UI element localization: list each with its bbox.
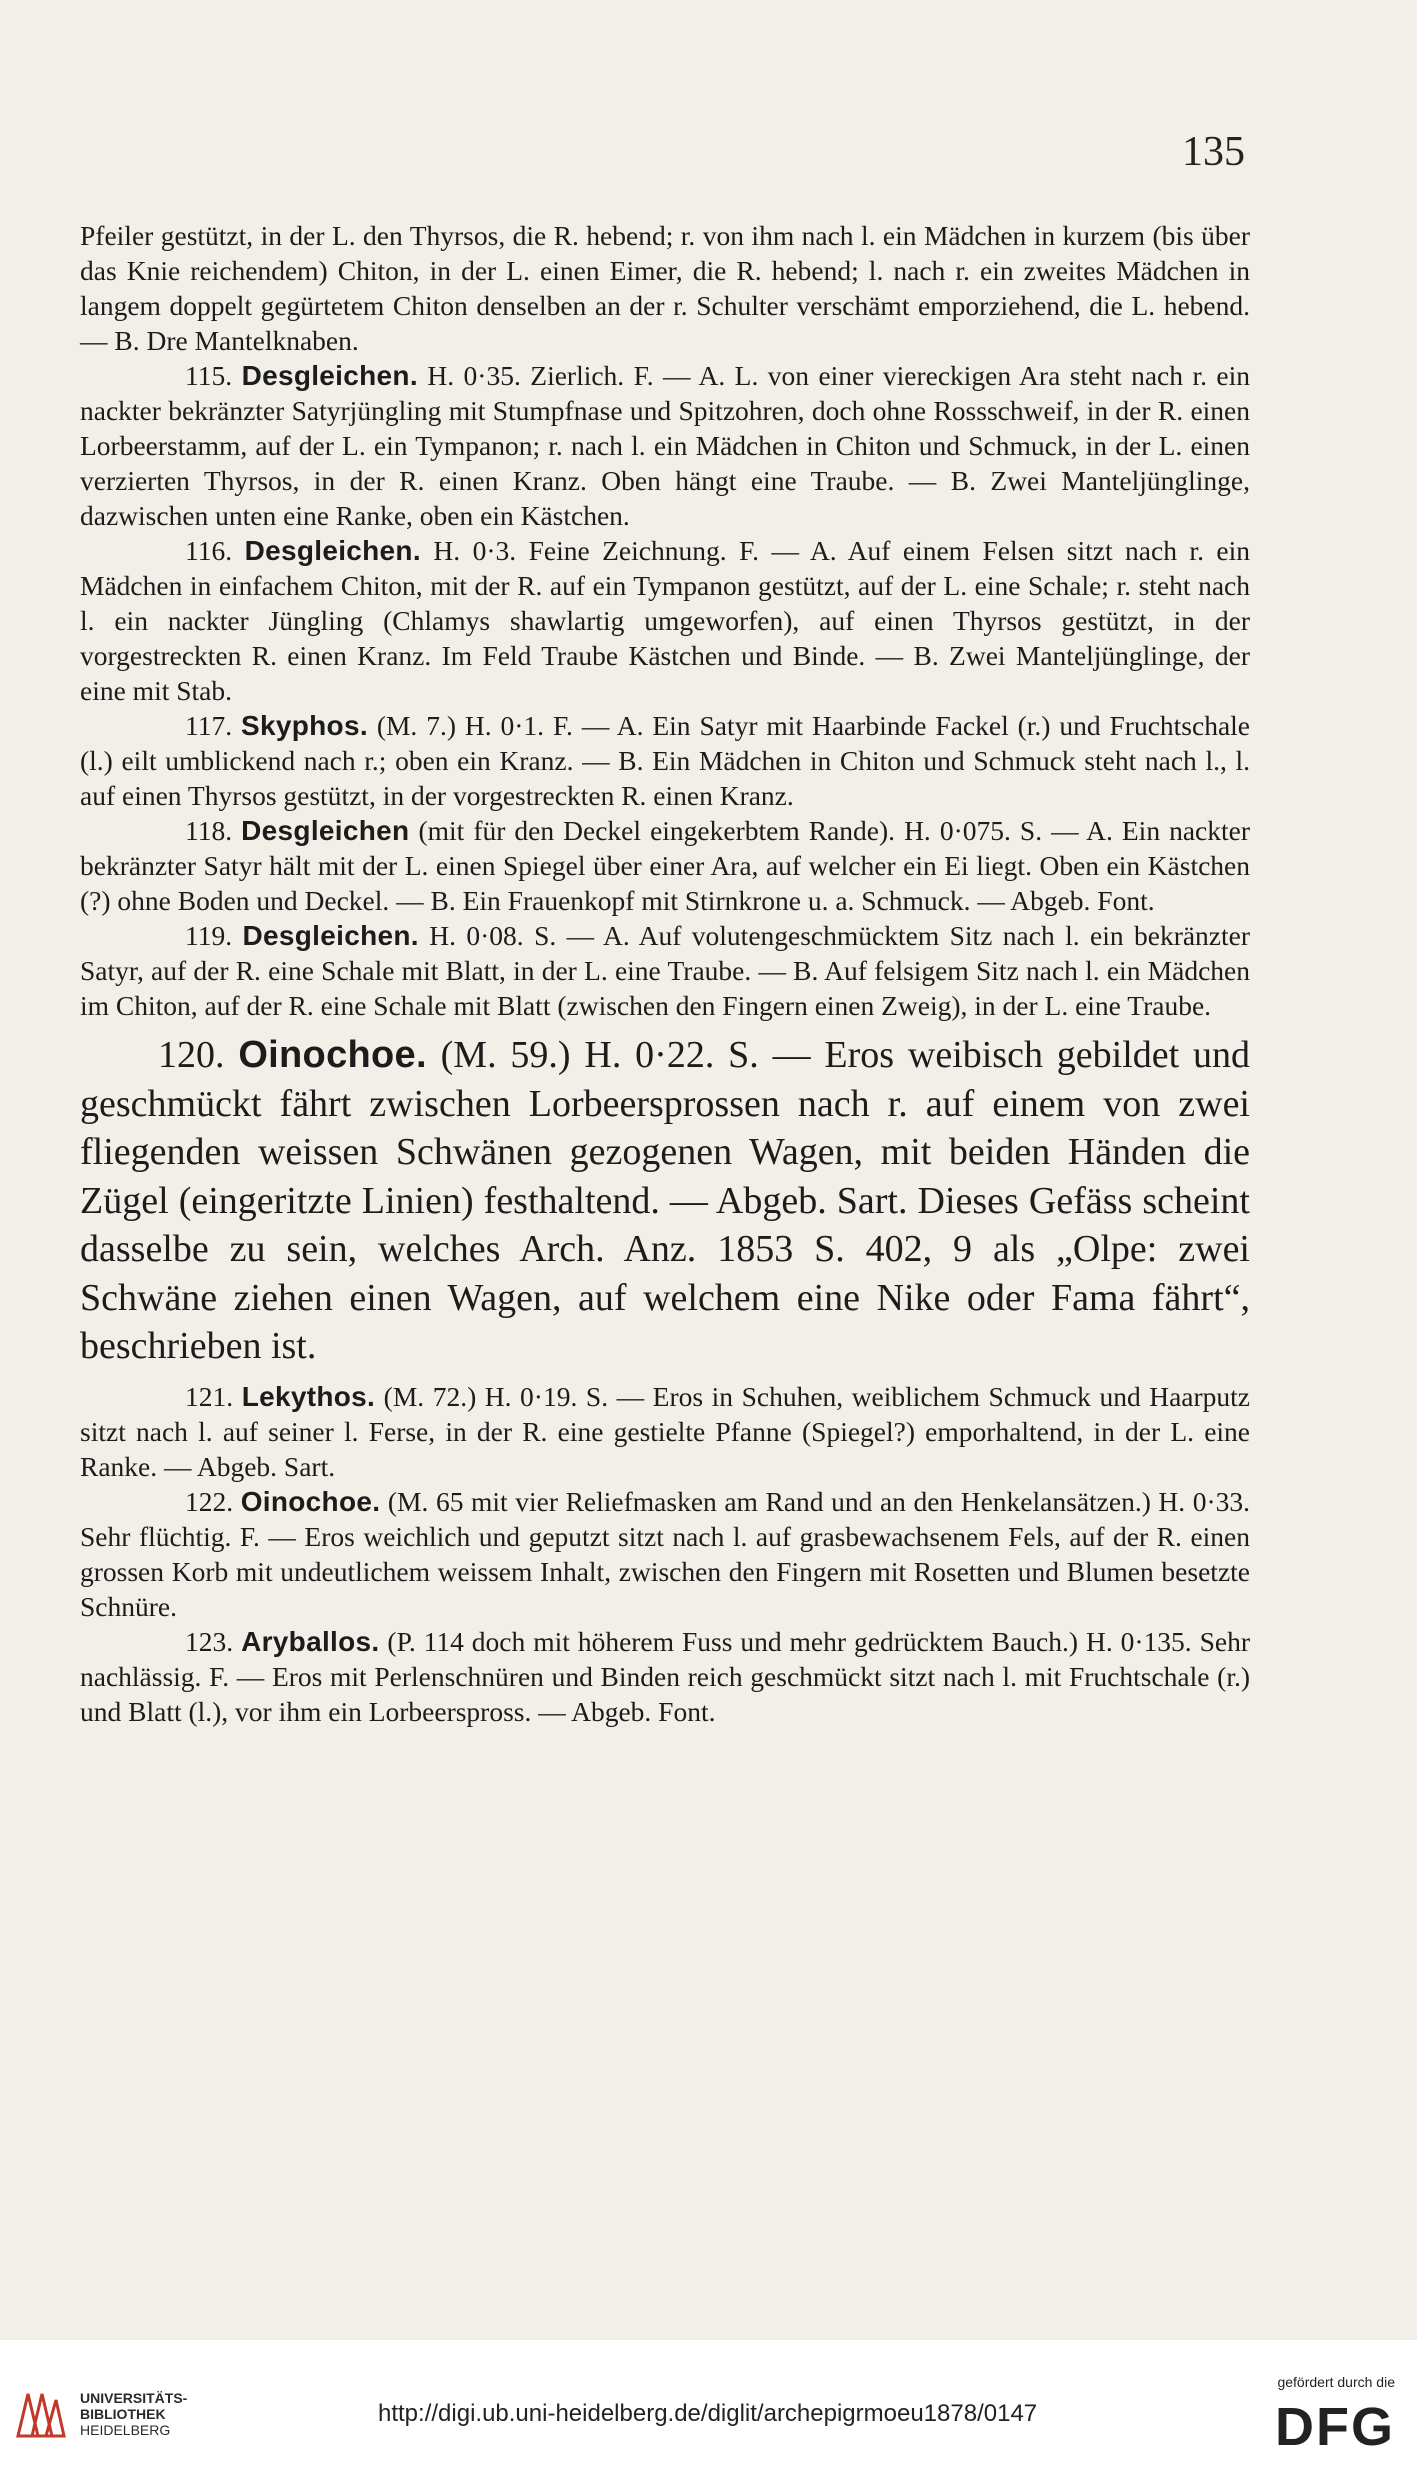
entry-text: (mit für den Deckel eingekerbtem Rande). H. 0·075. S. — A. Ein nackter bekränzter Satyr hält mit der L. einen Spiegel über einer Ara, auf welcher ein Ei liegt. Oben ein Kästchen (?) ohne Boden und Deckel. — B. Ein Frauenkopf mit Stirnkrone u. a. Schmuck. — Abgeb. Font.: [80, 815, 1251, 916]
entry-text: (M. 65 mit vier Reliefmasken am Rand und an den Henkelansätzen.) H. 0·33. Sehr flüchtig. F. — Eros weichlich und geputzt sitzt nach l. auf grasbewachsenem Fels, auf der R. einen grossen Korb mit undeutlichem weissem Inhalt, zwischen den Fingern mit Rosetten und Blumen besetzte Schnüre.: [80, 1485, 1251, 1622]
catalog-entry-122: [80, 1484, 1250, 1624]
dfg-logo: DFG: [1275, 2397, 1395, 2457]
entry-heading: Lekythos.: [241, 1380, 376, 1412]
university-library-name: UNIVERSITÄTS- BIBLIOTHEK HEIDELBERG: [80, 2390, 188, 2438]
entry-number: 123.: [185, 1625, 234, 1657]
catalog-entry-123: [80, 1624, 1250, 1729]
entry-text: H. 0·35. Zierlich. F. — A. L. von einer viereckigen Ara steht nach r. ein nackter bekränzter Satyrjüngling mit Stumpfnase und Spitzohren, doch ohne Rossschweif, in der R. einen Lorbeerstamm, auf der L. ein Tympanon; r. nach l. ein Mädchen in Chiton und Schmuck, in der L. einen verzierten Thyrsos, in der R. einen Kranz. Oben hängt eine Traube. — B. Zwei Manteljünglinge, dazwischen unten eine Ranke, oben ein Kästchen.: [80, 360, 1251, 531]
entry-text: (M. 72.) H. 0·19. S. — Eros in Schuhen, weiblichem Schmuck und Haarputz sitzt nach l. auf seiner l. Ferse, in der R. eine gestielte Pfanne (Spiegel?) emporhaltend, in der L. eine Ranke. — Abgeb. Sart.: [80, 1380, 1251, 1482]
entry-text: H. 0·3. Feine Zeichnung. F. — A. Auf einem Felsen sitzt nach r. ein Mädchen in einfachem Chiton, mit der R. auf ein Tympanon gestützt, auf der L. eine Schale; r. steht nach l. ein nackter Jüngling (Chlamys shawlartig umgeworfen), auf einen Thyrsos gestützt, in der vorgestreckten R. einen Kranz. Im Feld Traube Kästchen und Binde. — B. Zwei Manteljünglinge, der eine mit Stab.: [80, 535, 1251, 706]
entry-number: 121.: [185, 1380, 234, 1412]
body-text: [80, 218, 1250, 1729]
catalog-entry-115: [80, 358, 1250, 533]
paragraph-continued: [80, 218, 1250, 358]
entry-heading: Desgleichen: [241, 815, 410, 846]
university-library-logo-icon: [12, 2386, 68, 2442]
entry-text: (M. 7.) H. 0·1. F. — A. Ein Satyr mit Haarbinde Fackel (r.) und Fruchtschale (l.) eilt umblickend nach r.; oben ein Kranz. — B. Ein Mädchen in Chiton und Schmuck steht nach l., l. auf einen Thyrsos gestützt, in der vorgestreckten R. einen Kranz.: [80, 710, 1251, 811]
entry-heading: Oinochoe.: [238, 1034, 427, 1076]
paragraph-text: Pfeiler gestützt, in der L. den Thyrsos, die R. hebend; r. von ihm nach l. ein Mädchen in kurzem (bis über das Knie reichendem) Chiton, in der L. einen Eimer, die R. hebend; l. nach r. ein zweites Mädchen in langem doppelt gegürtetem Chiton denselben an der r. Schulter verschämt emporziehend, die L. hebend. — B. Dre Mantelknaben.: [80, 220, 1250, 356]
catalog-entry-120: [80, 1031, 1250, 1371]
entry-number: 122.: [185, 1485, 234, 1517]
entry-heading: Desgleichen.: [242, 920, 419, 951]
entry-text: (P. 114 doch mit höherem Fuss und mehr gedrücktem Bauch.) H. 0·135. Sehr nachlässig. F. — Eros mit Perlenschnüren und Binden reich geschmückt sitzt nach l. mit Fruchtschale (r.) und Blatt (l.), vor ihm ein Lorbeerspross. — Abgeb. Font.: [80, 1625, 1251, 1727]
catalog-entry-116: [80, 533, 1250, 708]
catalog-entry-117: [80, 708, 1250, 813]
digitization-footer: [0, 2340, 1417, 2474]
catalog-entry-118: [80, 813, 1250, 918]
page-number: 135: [1182, 129, 1245, 175]
entry-heading: Desgleichen.: [244, 535, 421, 566]
entry-number: 116.: [185, 535, 233, 566]
catalog-entry-121: [80, 1379, 1250, 1484]
entry-heading: Skyphos.: [241, 710, 368, 741]
funded-by-label: gefördert durch die: [1277, 2374, 1395, 2390]
entry-heading: Oinochoe.: [240, 1485, 381, 1517]
entry-text: H. 0·08. S. — A. Auf volutengeschmücktem Sitz nach l. ein bekränzter Satyr, auf der R. eine Schale mit Blatt, in der L. eine Traube. — B. Auf felsigem Sitz nach l. ein Mädchen im Chiton, auf der R. eine Schale mit Blatt (zwischen den Fingern einen Zweig), in der L. eine Traube.: [80, 920, 1251, 1021]
permalink-url[interactable]: http://digi.ub.uni-heidelberg.de/diglit/archepigrmoeu1878/0147: [378, 2400, 1038, 2427]
entry-number: 115.: [185, 360, 233, 391]
entry-heading: Aryballos.: [241, 1625, 380, 1657]
entry-heading: Desgleichen.: [241, 360, 418, 391]
entry-number: 120.: [158, 1034, 225, 1076]
entry-number: 117.: [185, 710, 233, 741]
catalog-entry-119: [80, 918, 1250, 1023]
entry-number: 119.: [185, 920, 233, 951]
entry-text: (M. 59.) H. 0·22. S. — Eros weibisch gebildet und geschmückt fährt zwischen Lorbeersprossen nach r. auf einem von zwei fliegenden weissen Schwänen gezogenen Wagen, mit beiden Händen die Zügel (eingeritzte Linien) festhaltend. — Abgeb. Sart. Dieses Gefäss scheint dasselbe zu sein, welches Arch. Anz. 1853 S. 402, 9 als „Olpe: zwei Schwäne ziehen einen Wagen, auf welchem eine Nike oder Fama fährt“, beschrieben ist.: [80, 1034, 1251, 1367]
entry-number: 118.: [185, 815, 233, 846]
